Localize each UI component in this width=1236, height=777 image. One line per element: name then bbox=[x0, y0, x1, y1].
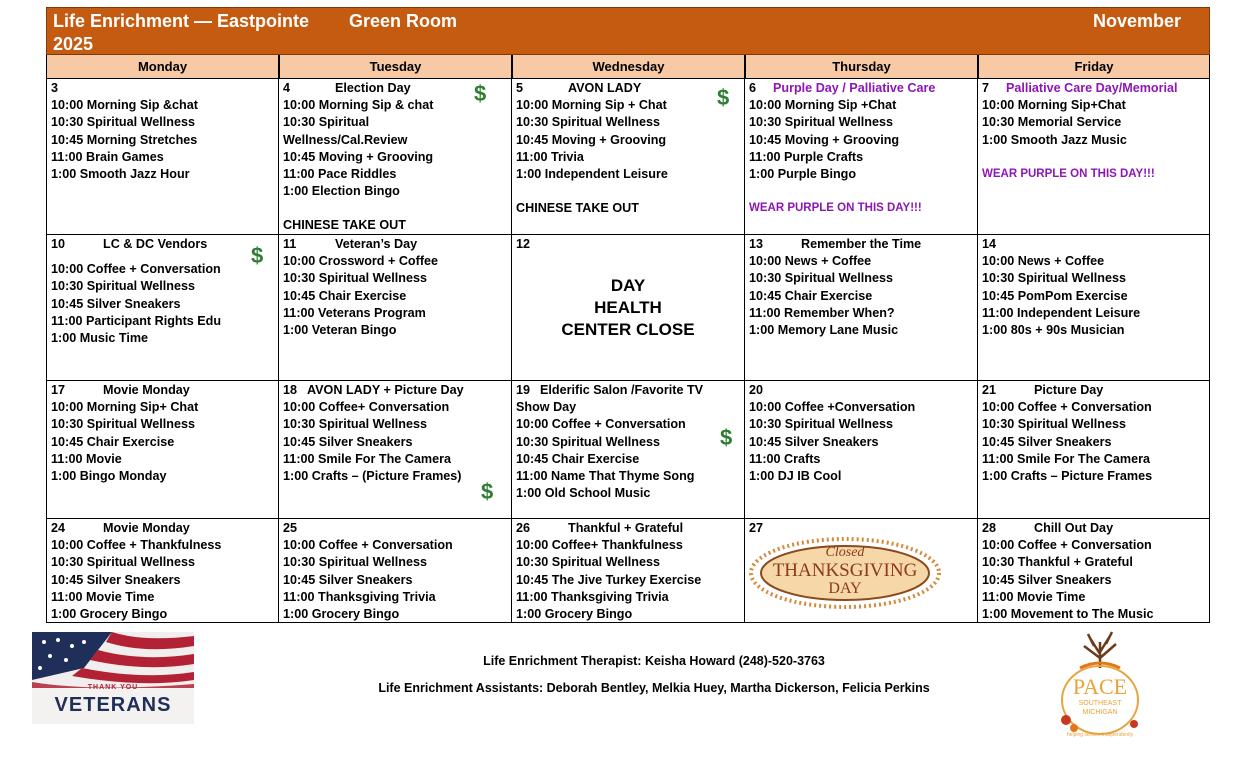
activity-item: 1:00 Old School Music bbox=[516, 486, 651, 501]
activity-item: 10:45 Silver Sneakers bbox=[51, 296, 181, 311]
activity-item: 1:00 Smooth Jazz Hour bbox=[51, 167, 190, 182]
day-number: 14 bbox=[982, 237, 997, 251]
activity-item: 1:00 Smooth Jazz Music bbox=[982, 132, 1127, 147]
closed-line: CENTER CLOSE bbox=[561, 320, 695, 339]
day-number: 17 bbox=[51, 383, 66, 397]
activity-item: 10:30 Spiritual Wellness bbox=[283, 417, 427, 432]
activity-item: 10:30 Spiritual Wellness bbox=[283, 271, 427, 286]
day-header bbox=[51, 520, 274, 537]
day-cell bbox=[978, 381, 1210, 519]
activity-item: 10:30 Spiritual Wellness bbox=[516, 555, 660, 570]
activity-item: 11:00 Veterans Program bbox=[283, 305, 426, 320]
day-note: CHINESE TAKE OUT bbox=[283, 218, 406, 233]
activity-item: 10:30 Memorial Service bbox=[982, 115, 1122, 130]
activity-item: 1:00 Grocery Bingo bbox=[51, 607, 168, 622]
badge-closed-text: Closed bbox=[825, 545, 865, 560]
activity-item: 10:30 Spiritual Wellness bbox=[749, 417, 893, 432]
activity-item: 1:00 DJ IB Cool bbox=[749, 469, 842, 484]
day-header bbox=[982, 520, 1205, 537]
activity-item: 11:00 Thanksgiving Trivia bbox=[283, 589, 436, 604]
dollar-sign-icon: $ bbox=[720, 425, 733, 450]
day-number: 27 bbox=[749, 521, 764, 535]
activity-item: Wellness/Cal.Review bbox=[283, 132, 408, 147]
day-note: WEAR PURPLE ON THIS DAY!!! bbox=[749, 202, 922, 215]
activity-item: 10:00 Morning Sip + Chat bbox=[516, 98, 667, 113]
day-number: 21 bbox=[982, 383, 997, 397]
dollar-sign-icon: $ bbox=[481, 479, 494, 504]
closed-line: HEALTH bbox=[594, 298, 662, 317]
center-closed-notice bbox=[512, 275, 744, 341]
activity-item: 11:00 Name That Thyme Song bbox=[516, 469, 695, 484]
activity-item: 1:00 Crafts – (Picture Frames) bbox=[283, 469, 462, 484]
day-title: Thankful + Grateful bbox=[568, 521, 684, 535]
day-cell bbox=[279, 79, 512, 235]
weekday-wednesday: Wednesday bbox=[512, 55, 745, 79]
activity-item: 11:00 Participant Rights Edu bbox=[51, 313, 222, 328]
day-cell bbox=[279, 381, 512, 519]
day-cell bbox=[512, 235, 745, 381]
day-header bbox=[51, 382, 274, 399]
activity-item: 10:00 Crossword + Coffee bbox=[283, 254, 439, 269]
calendar bbox=[46, 7, 1210, 623]
activity-item: 10:30 Spiritual Wellness bbox=[51, 417, 195, 432]
day-title: Chill Out Day bbox=[1034, 521, 1114, 535]
dollar-sign-icon: $ bbox=[251, 243, 264, 268]
activity-item: 1:00 Grocery Bingo bbox=[516, 607, 633, 622]
day-cell bbox=[46, 79, 279, 235]
logo-tagline: helping seniors independently bbox=[1066, 732, 1134, 738]
day-cell bbox=[745, 519, 978, 623]
activity-item: 10:30 Thankful + Grateful bbox=[982, 555, 1133, 570]
activity-item: 10:30 Spiritual Wellness bbox=[51, 279, 195, 294]
day-header bbox=[516, 520, 740, 537]
calendar-weeks bbox=[46, 79, 1210, 623]
activity-item: 10:00 News + Coffee bbox=[749, 254, 872, 269]
activity-item: 1:00 Independent Leisure bbox=[516, 167, 668, 182]
activity-item: 10:00 Morning Sip &chat bbox=[51, 98, 198, 113]
day-header bbox=[749, 520, 973, 537]
veterans-text: VETERANS bbox=[54, 694, 172, 716]
day-cell bbox=[46, 381, 279, 519]
day-header bbox=[982, 80, 1205, 97]
day-header bbox=[749, 382, 973, 399]
day-number: 28 bbox=[982, 521, 997, 535]
activity-item: 11:00 Crafts bbox=[749, 451, 821, 466]
day-cell bbox=[978, 519, 1210, 623]
activity-item: 11:00 Movie Time bbox=[982, 589, 1086, 604]
activity-item: 1:00 Purple Bingo bbox=[749, 167, 857, 182]
activity-item: 10:00 Coffee + Conversation bbox=[982, 400, 1152, 415]
header-month: November bbox=[1092, 11, 1181, 31]
thank-you-text: THANK YOU bbox=[87, 684, 139, 691]
activity-item: 10:45 Chair Exercise bbox=[516, 451, 640, 466]
activity-item: 11:00 Movie Time bbox=[51, 589, 155, 604]
day-number: 26 bbox=[516, 521, 531, 535]
day-header bbox=[982, 382, 1205, 399]
activity-item: 10:00 Morning Sip+ Chat bbox=[51, 400, 199, 415]
activity-item: 10:30 Spiritual Wellness bbox=[516, 115, 660, 130]
day-title: Picture Day bbox=[1034, 383, 1104, 397]
dollar-sign-icon: $ bbox=[474, 81, 487, 106]
activity-item: 10:00 Coffee + Conversation bbox=[51, 262, 221, 277]
activity-item: 10:45 Silver Sneakers bbox=[749, 434, 879, 449]
day-cell bbox=[279, 235, 512, 381]
activity-item: 1:00 Election Bingo bbox=[283, 184, 400, 199]
day-number: 7 bbox=[982, 81, 990, 95]
day-header bbox=[283, 382, 507, 399]
activity-item: 10:45 Silver Sneakers bbox=[51, 572, 181, 587]
activity-item: 10:00 Coffee + Conversation bbox=[982, 538, 1152, 553]
day-number: 10 bbox=[51, 237, 66, 251]
activity-item: 10:45 Silver Sneakers bbox=[283, 572, 413, 587]
day-title: Elderific Salon /Favorite TV Show Day bbox=[516, 383, 704, 415]
day-header bbox=[51, 80, 274, 97]
activity-item: 11:00 Purple Crafts bbox=[749, 149, 864, 164]
day-title: Movie Monday bbox=[103, 383, 190, 397]
logo-name: PACE bbox=[1072, 674, 1128, 699]
day-cell bbox=[978, 235, 1210, 381]
activity-item: 10:45 Moving + Grooving bbox=[749, 132, 900, 147]
day-number: 11 bbox=[283, 237, 297, 251]
day-number: 5 bbox=[516, 81, 524, 95]
activity-item: 10:45 Chair Exercise bbox=[283, 288, 407, 303]
week-row bbox=[46, 235, 1210, 381]
activity-item: 1:00 Bingo Monday bbox=[51, 469, 167, 484]
day-number: 20 bbox=[749, 383, 764, 397]
activity-item: 10:00 Coffee +Conversation bbox=[749, 400, 916, 415]
day-title: Purple Day / Palliative Care bbox=[773, 81, 936, 95]
activity-item: 1:00 Grocery Bingo bbox=[283, 607, 400, 622]
day-number: 13 bbox=[749, 237, 764, 251]
week-row bbox=[46, 519, 1210, 623]
day-cell bbox=[512, 519, 745, 623]
activity-item: 1:00 Veteran Bingo bbox=[283, 323, 397, 338]
activity-item: 10:45 Morning Stretches bbox=[51, 132, 198, 147]
activity-item: 11:00 Pace Riddles bbox=[283, 167, 397, 182]
activity-item: 10:00 Morning Sip & chat bbox=[283, 98, 434, 113]
day-number: 24 bbox=[51, 521, 66, 535]
activity-item: 10:45 PomPom Exercise bbox=[982, 288, 1128, 303]
pace-logo bbox=[1050, 628, 1150, 746]
activity-item: 10:00 Coffee + Conversation bbox=[283, 538, 453, 553]
activity-item: 10:45 Silver Sneakers bbox=[982, 434, 1112, 449]
day-header bbox=[516, 236, 740, 253]
dollar-sign-icon: $ bbox=[717, 85, 730, 110]
activity-item: 10:00 Morning Sip+Chat bbox=[982, 98, 1126, 113]
day-header bbox=[51, 236, 274, 253]
day-note: WEAR PURPLE ON THIS DAY!!! bbox=[982, 167, 1155, 180]
day-note: CHINESE TAKE OUT bbox=[516, 201, 639, 216]
day-title: AVON LADY + Picture Day bbox=[307, 383, 464, 397]
activity-item: 10:30 Spiritual Wellness bbox=[283, 555, 427, 570]
activity-item: 10:30 Spiritual Wellness bbox=[51, 115, 195, 130]
day-header bbox=[516, 80, 740, 97]
day-header bbox=[982, 236, 1205, 253]
day-number: 4 bbox=[283, 81, 291, 95]
activity-item: 1:00 Movement to The Music bbox=[982, 607, 1154, 622]
day-title: Veteran’s Day bbox=[335, 237, 418, 251]
day-title: LC & DC Vendors bbox=[103, 237, 208, 251]
footer-therapist: Life Enrichment Therapist: Keisha Howard (248)-520-3763 bbox=[483, 654, 825, 668]
closed-line: DAY bbox=[610, 276, 646, 295]
day-header bbox=[749, 80, 973, 97]
day-header bbox=[283, 236, 507, 253]
day-number: 18 bbox=[283, 383, 298, 397]
day-cell bbox=[46, 519, 279, 623]
day-cell bbox=[978, 79, 1210, 235]
activity-item: 10:45 Chair Exercise bbox=[749, 288, 873, 303]
activity-item: 10:00 Coffee+ Thankfulness bbox=[516, 538, 683, 553]
activity-item: 1:00 Crafts – Picture Frames bbox=[982, 469, 1153, 484]
activity-item: 11:00 Brain Games bbox=[51, 149, 164, 164]
day-title: Election Day bbox=[335, 81, 411, 95]
activity-item: 10:30 Spiritual Wellness bbox=[749, 115, 893, 130]
day-title: Palliative Care Day/Memorial bbox=[1006, 81, 1178, 95]
thanksgiving-closed-badge bbox=[749, 537, 941, 609]
activity-item: 10:00 News + Coffee bbox=[982, 254, 1105, 269]
weekday-monday: Monday bbox=[46, 55, 279, 79]
weekday-row bbox=[46, 55, 1210, 79]
day-number: 19 bbox=[516, 383, 531, 397]
badge-thanksgiving-text: THANKSGIVING bbox=[772, 560, 918, 581]
day-number: 12 bbox=[516, 237, 531, 251]
activity-item: 11:00 Thanksgiving Trivia bbox=[516, 589, 669, 604]
day-number: 6 bbox=[749, 81, 757, 95]
day-cell bbox=[512, 79, 745, 235]
activity-item: 11:00 Smile For The Camera bbox=[283, 451, 451, 466]
day-number: 3 bbox=[51, 81, 59, 95]
activity-item: 1:00 80s + 90s Musician bbox=[982, 323, 1125, 338]
activity-item: 10:00 Coffee+ Conversation bbox=[283, 400, 450, 415]
badge-day-text: DAY bbox=[828, 580, 862, 597]
activity-item: 10:00 Coffee + Thankfulness bbox=[51, 538, 222, 553]
activity-item: 10:45 Silver Sneakers bbox=[982, 572, 1112, 587]
day-header bbox=[749, 236, 973, 253]
activity-item: 10:45 Silver Sneakers bbox=[283, 434, 413, 449]
weekday-thursday: Thursday bbox=[745, 55, 978, 79]
footer-assistants: Life Enrichment Assistants: Deborah Bentley, Melkia Huey, Martha Dickerson, Felicia Perkins bbox=[378, 681, 930, 695]
day-cell bbox=[512, 381, 745, 519]
day-cell bbox=[46, 235, 279, 381]
weekday-tuesday: Tuesday bbox=[279, 55, 512, 79]
activity-item: 10:30 Spiritual Wellness bbox=[982, 417, 1126, 432]
day-header bbox=[283, 520, 507, 537]
activity-item: 10:30 Spiritual Wellness bbox=[516, 434, 660, 449]
weekday-friday: Friday bbox=[978, 55, 1210, 79]
activity-item: 10:45 The Jive Turkey Exercise bbox=[516, 572, 702, 587]
activity-item: 10:30 Spiritual Wellness bbox=[749, 271, 893, 286]
activity-item: 1:00 Memory Lane Music bbox=[749, 323, 899, 338]
day-cell bbox=[279, 519, 512, 623]
activity-item: 10:30 Spiritual Wellness bbox=[982, 271, 1126, 286]
day-title: Movie Monday bbox=[103, 521, 190, 535]
activity-item: 1:00 Music Time bbox=[51, 331, 149, 346]
activity-item: 11:00 Trivia bbox=[516, 149, 584, 164]
week-row bbox=[46, 79, 1210, 235]
header-year: 2025 bbox=[53, 34, 94, 54]
header-room: Green Room bbox=[349, 11, 458, 31]
activity-item: 10:45 Moving + Grooving bbox=[516, 132, 667, 147]
activity-item: 10:30 Spiritual bbox=[283, 115, 370, 130]
logo-sub1: SOUTHEAST bbox=[1078, 700, 1122, 707]
activity-item: 10:45 Chair Exercise bbox=[51, 434, 175, 449]
day-cell bbox=[745, 235, 978, 381]
logo-sub2: MICHIGAN bbox=[1082, 709, 1118, 716]
week-row bbox=[46, 381, 1210, 519]
calendar-header bbox=[46, 7, 1210, 55]
day-number: 25 bbox=[283, 521, 298, 535]
day-title: AVON LADY bbox=[568, 81, 642, 95]
day-header bbox=[516, 382, 740, 416]
activity-item: 11:00 Independent Leisure bbox=[982, 305, 1141, 320]
activity-item: 11:00 Remember When? bbox=[749, 305, 895, 320]
day-cell bbox=[745, 381, 978, 519]
day-title: Remember the Time bbox=[801, 237, 922, 251]
day-cell bbox=[745, 79, 978, 235]
veterans-flag-image bbox=[32, 632, 194, 724]
activity-item: 10:30 Spiritual Wellness bbox=[51, 555, 195, 570]
activity-item: 10:45 Moving + Grooving bbox=[283, 149, 434, 164]
activity-item: 11:00 Smile For The Camera bbox=[982, 451, 1150, 466]
header-title: Life Enrichment — Eastpointe bbox=[53, 11, 310, 31]
activity-item: 10:00 Coffee + Conversation bbox=[516, 417, 686, 432]
activity-item: 11:00 Movie bbox=[51, 451, 122, 466]
activity-item: 10:00 Morning Sip +Chat bbox=[749, 98, 897, 113]
